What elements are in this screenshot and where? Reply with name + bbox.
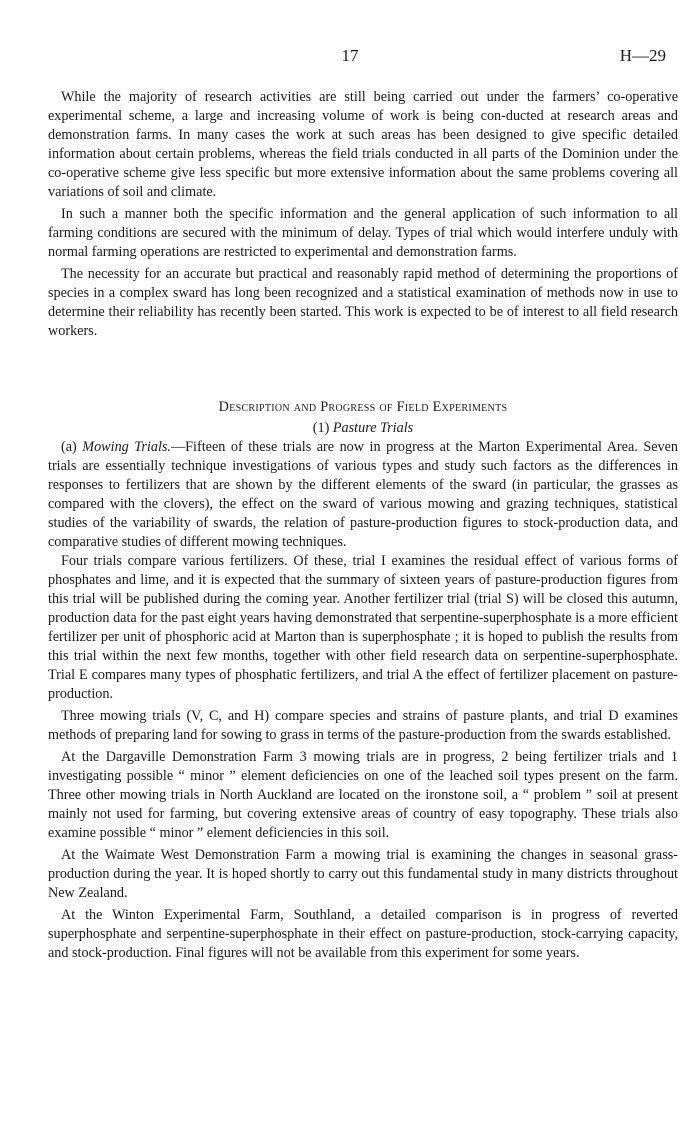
run-in-letter: (a) [61,439,77,455]
page-header [0,46,700,66]
dargaville-paragraph: At the Dargaville Demonstration Farm 3 mowing trials are in progress, 2 being fertilizer trials and 1 investigating possible “ minor ” element deficiencies on one of the leached soil types present on the farm. Three other mowing trials in North Auckland are located on the ironstone soil, a “ problem ” soil at present mainly not used for farming, but covering extensive areas of country of easy topography. These trials also examine possible “ minor ” element deficiencies in this soil. [48,749,678,841]
page-body [48,88,678,963]
fertilizer-trials-paragraph: Four trials compare various fertilizers. Of these, trial I examines the residual effect of various forms of phosphates and lime, and it is expected that the summary of sixteen years of pasture-production figures from this trial will be published during the coming year. Another fertilizer trial (trial S) will be closed this autumn, production data for the past eight years having demonstrated that serpentine-superphosphate is a more efficient fertilizer per unit of phosphoric acid at Marton than is superphosphate ; it is hoped to publish the results from this trial within the next few months, together with other field research data on serpentine-superphosphate. Trial E compares many types of phosphatic fertilizers, and trial A the effect of fertilizer placement on pasture-production. [48,553,678,702]
section-heading: Description and Progress of Field Experiments [218,399,508,415]
document-reference: H—29 [619,46,666,65]
mowing-trials-paragraph [48,438,678,552]
subsection-heading [48,418,678,438]
waimate-west-paragraph: At the Waimate West Demonstration Farm a mowing trial is examining the changes in seasonal grass-production during the year. It is hoped shortly to carry out this fundamental study in many districts throughout New Zealand. [48,847,678,901]
subsection-number: (1) [312,420,330,436]
winton-paragraph: At the Winton Experimental Farm, Southland, a detailed comparison is in progress of reverted superphosphate and serpentine-superphosphate in their effect on pasture-production, stock-carrying capacity, and stock-production. Final figures will not be available from this experiment for some years. [48,907,678,961]
intro-paragraph-2: In such a manner both the specific information and the general application of such information to all farming conditions are secured with the minimum of delay. Types of trial which would interfere unduly with normal farming operations are restricted to experimental and demonstration farms. [48,206,678,260]
page-number: 17 [341,46,359,65]
run-in-heading: Mowing Trials. [82,439,171,455]
subsection-title: Pasture Trials [332,420,414,436]
species-trials-paragraph: Three mowing trials (V, C, and H) compare species and strains of pasture plants, and trial D examines methods of preparing land for sowing to grass in terms of the pasture-production from the swards established. [48,708,678,743]
intro-paragraph-1: While the majority of research activities are still being carried out under the farmers’ co-operative experimental scheme, a large and increasing volume of work is being con-ducted at research areas and demonstration farms. In many cases the work at such areas has been designed to give specific detailed information about certain problems, whereas the field trials conducted in all parts of the Dominion under the co-operative scheme give less specific but more extensive information about the same problems covering all variations of soil and climate. [48,89,678,200]
mowing-trials-text: —Fifteen of these trials are now in progress at the Marton Experimental Area. Seven trials are essentially technique investigations of various types and study such factors as the differences in responses to fertilizers that are shown by the different elements of the sward (in particular, the grasses as compared with the clovers), the effect on the sward of various mowing and grazing techniques, statistical studies of the variability of swards, the relation of pasture-production figures to stock-production data, and comparative studies of different mowing techniques. [48,439,678,550]
intro-paragraph-3: The necessity for an accurate but practical and reasonably rapid method of determining the proportions of species in a complex sward has long been recognized and a statistical examination of methods now in use to determine their reliability has recently been started. This work is expected to be of interest to all field research workers. [48,266,678,339]
